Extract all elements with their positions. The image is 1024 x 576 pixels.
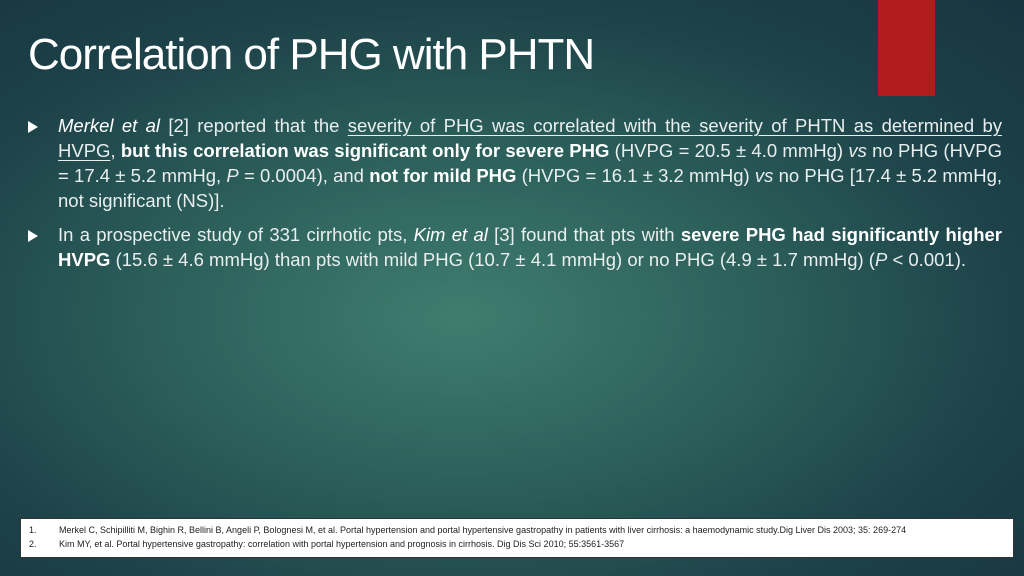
underlined-finding: severity of PHG was correlated with the severity of PHTN as determined by HVPG: [58, 115, 1003, 161]
slide-title: Correlation of PHG with PHTN: [28, 30, 595, 79]
bullet-text: [2] reported that the: [160, 115, 348, 136]
reference-item: [29, 523, 1005, 537]
bold-finding: severe PHG had significantly higher HVPG: [58, 224, 1002, 270]
reference-text: Merkel C, Schipilliti M, Bighin R, Bellini B, Angeli P, Bolognesi M, et al. Portal hypertension and portal hypertensive gastropathy in patients with liver cirrhosis: a haemodynamic study.Dig Liver Dis 2003; 35: 269-274: [59, 525, 907, 535]
italic-vs: vs: [848, 140, 867, 161]
references-box: [20, 518, 1014, 558]
bullet-item-kim: [28, 222, 1002, 272]
bullet-item-merkel: [28, 113, 1002, 213]
reference-number: 2.: [29, 539, 37, 549]
italic-vs: vs: [754, 165, 774, 186]
red-accent-bar: [878, 0, 935, 96]
italic-p: P: [874, 249, 888, 270]
arrow-bullet-icon: [28, 230, 38, 242]
bullet-text: ,: [110, 140, 121, 161]
bullet-text: no PHG (HVPG = 17.4 ± 5.2 mmHg,: [58, 140, 1002, 186]
bullet-text: (HVPG = 20.5 ± 4.0 mmHg): [609, 140, 849, 161]
italic-p: P: [226, 165, 239, 186]
bullet-text: < 0.001).: [887, 249, 966, 270]
bold-finding: but this correlation was significant only for severe PHG: [120, 140, 610, 161]
bullet-text: = 0.0004), and: [238, 165, 370, 186]
reference-text: Kim MY, et al. Portal hypertensive gastropathy: correlation with portal hypertension and prognosis in cirrhosis. Dig Dis Sci 2010; 55:3561-3567: [59, 539, 625, 549]
bullet-list: [28, 113, 1002, 281]
bullet-text: (15.6 ± 4.6 mmHg) than pts with mild PHG (10.7 ± 4.1 mmHg) or no PHG (4.9 ± 1.7 mmHg) (: [110, 249, 875, 270]
bullet-text: (HVPG = 16.1 ± 3.2 mmHg): [516, 165, 755, 186]
reference-number: 1.: [29, 525, 37, 535]
author-kim: Kim et al: [413, 224, 488, 245]
reference-item: [29, 537, 1005, 551]
arrow-bullet-icon: [28, 121, 38, 133]
bullet-text: In a prospective study of 331 cirrhotic pts,: [58, 224, 414, 245]
bold-finding: not for mild PHG: [369, 165, 517, 186]
bullet-text: [3] found that pts with: [487, 224, 681, 245]
bullet-text: no PHG [17.4 ± 5.2 mmHg, not significant (NS)].: [58, 165, 1002, 211]
author-merkel: Merkel et al: [58, 115, 161, 136]
